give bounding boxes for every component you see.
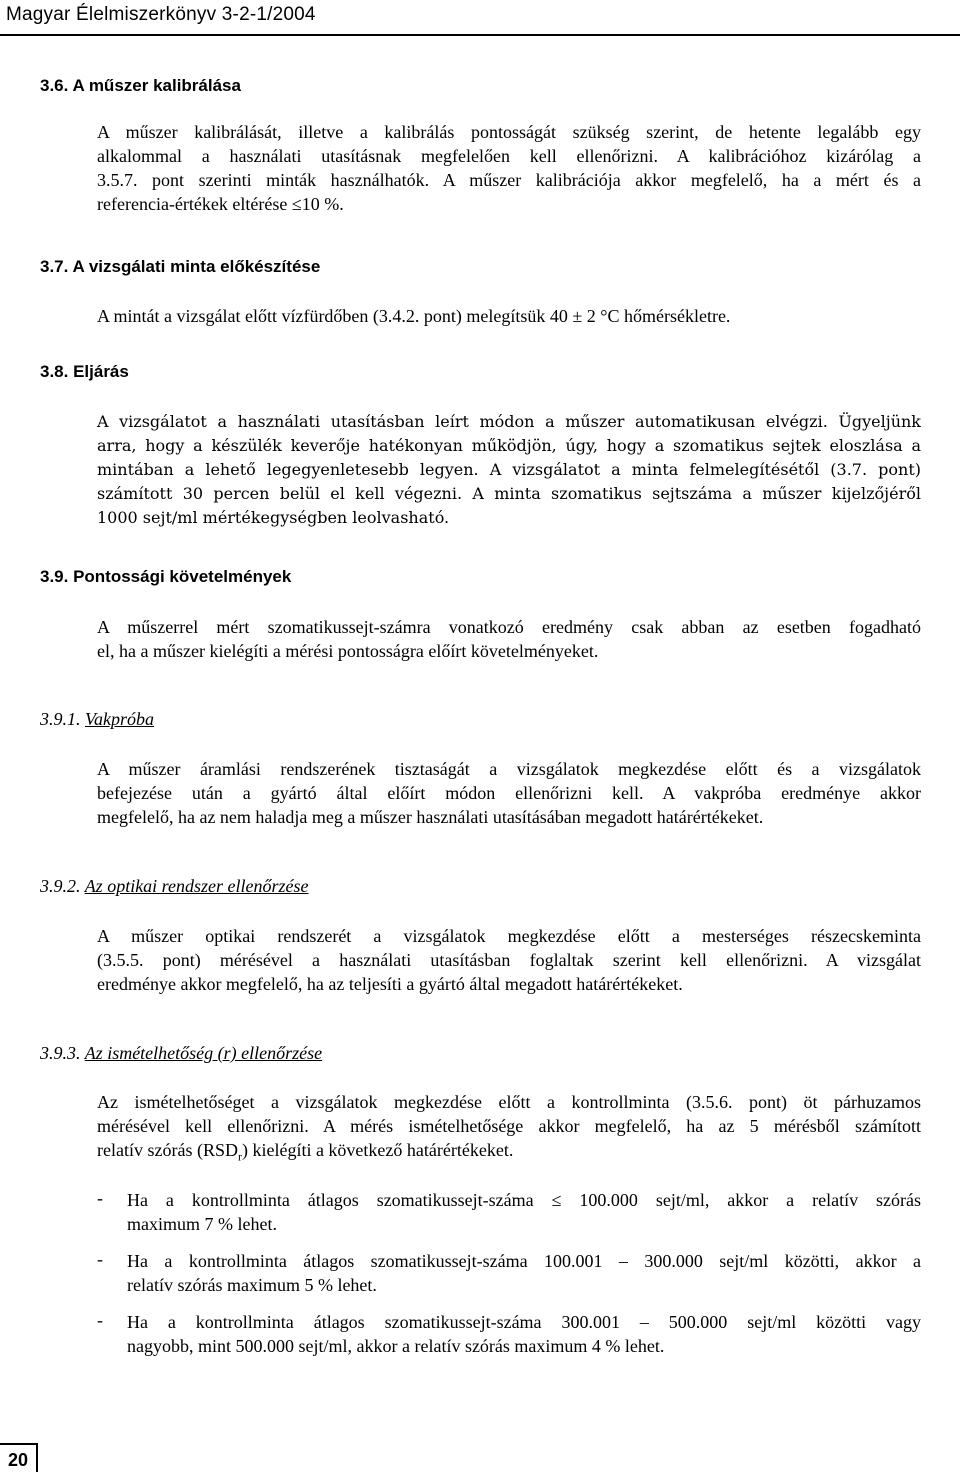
- section-3-9-paragraph: [97, 615, 921, 663]
- section-3-7-heading: 3.7. A vizsgálati minta előkészítése: [40, 257, 321, 276]
- subsection-title: Az ismételhetőség (r) ellenőrzése: [84, 1043, 323, 1063]
- text-line: arra, hogy a készülék keverője hatékonyan működjön, úgy, hogy a szomatikus sejtek eloszlása a: [97, 436, 921, 455]
- section-3-9-heading: 3.9. Pontossági követelmények: [40, 567, 292, 586]
- header-rule: [0, 34, 960, 36]
- subsection-number: 3.9.1.: [40, 709, 81, 729]
- text-fragment: ) kielégíti a következő határértékeket.: [241, 1140, 514, 1160]
- subsection-title: Vakpróba: [85, 709, 154, 729]
- footer-rule-vertical: [36, 1443, 38, 1472]
- text-line: Ha a kontrollminta átlagos szomatikussejt-száma ≤ 100.000 sejt/ml, akkor a relatív szórás: [127, 1190, 921, 1210]
- text-line: Ha a kontrollminta átlagos szomatikussejt-száma 100.001 – 300.000 sejt/ml közötti, akkor a: [127, 1251, 921, 1271]
- text-line: számított 30 percen belül el kell végezni. A minta szomatikus sejtszáma a műszer kijelzőjéről: [97, 484, 921, 503]
- text-line: mérésével kell ellenőrizni. A mérés ismételhetősége akkor megfelelő, ha az 5 mérésből számított: [97, 1116, 921, 1136]
- text-line: A műszer kalibrálását, illetve a kalibrálás pontosságát szükség szerint, de hetente legalább egy: [97, 122, 921, 142]
- bullet-dash: -: [97, 1249, 103, 1269]
- text-line: maximum 7 % lehet.: [127, 1214, 277, 1234]
- text-line: 1000 sejt/ml mértékegységben leolvasható.: [97, 508, 450, 527]
- subsection-3-9-1-paragraph: [97, 757, 921, 829]
- subsection-3-9-2-heading: [40, 876, 308, 897]
- footer-rule: [0, 1443, 36, 1445]
- section-3-8-paragraph: [97, 410, 921, 530]
- page-number: 20: [8, 1450, 29, 1470]
- text-line: [97, 1138, 921, 1169]
- text-line: Az ismételhetőséget a vizsgálatok megkezdése előtt a kontrollminta (3.5.6. pont) öt párhuzamos: [97, 1092, 921, 1112]
- text-line: megfelelő, ha az nem haladja meg a műszer használati utasításában megadott határértékeket.: [97, 807, 764, 827]
- section-3-6-heading: 3.6. A műszer kalibrálása: [40, 76, 241, 95]
- text-line: A műszer optikai rendszerét a vizsgálatok megkezdése előtt a mesterséges részecskeminta: [97, 926, 921, 946]
- running-header: Magyar Élelmiszerkönyv 3-2-1/2004: [6, 4, 316, 25]
- bullet-item: [127, 1249, 921, 1297]
- bullet-item: [127, 1188, 921, 1236]
- subscript: r: [237, 1149, 242, 1164]
- text-line: (3.5.5. pont) mérésével a használati utasításban foglaltak szerint kell ellenőrizni. A vizsgálat: [97, 950, 921, 970]
- text-fragment: relatív szórás (RSD: [97, 1140, 238, 1160]
- text-line: A műszer áramlási rendszerének tisztaságát a vizsgálatok megkezdése előtt és a vizsgálatok: [97, 759, 921, 779]
- subsection-3-9-2-paragraph: [97, 924, 921, 996]
- text-line: referencia-értékek eltérése ≤10 %.: [97, 194, 344, 214]
- subsection-title: Az optikai rendszer ellenőrzése: [84, 876, 309, 896]
- text-line: Ha a kontrollminta átlagos szomatikussejt-száma 300.001 – 500.000 sejt/ml közötti vagy: [127, 1312, 921, 1332]
- text-line: alkalommal a használati utasításnak megfelelően kell ellenőrizni. A kalibrációhoz kizárólag a: [97, 146, 921, 166]
- subsection-3-9-3-paragraph: [97, 1090, 921, 1169]
- section-3-8-heading: 3.8. Eljárás: [40, 362, 129, 381]
- text-line: mintában a lehető legegyenletesebb legyen. A vizsgálatot a minta felmelegítésétől (3.7. pont): [97, 460, 921, 479]
- text-line: 3.5.7. pont szerinti minták használhatók. A műszer kalibrációja akkor megfelelő, ha a mért és a: [97, 170, 921, 190]
- section-3-6-paragraph: [97, 120, 921, 216]
- text-line: eredménye akkor megfelelő, ha az teljesíti a gyártó által megadott határértékeket.: [97, 974, 683, 994]
- text-line: el, ha a műszer kielégíti a mérési pontosságra előírt követelményeket.: [97, 641, 599, 661]
- subsection-3-9-3-heading: [40, 1043, 322, 1064]
- text-line: A műszerrel mért szomatikussejt-számra vonatkozó eredmény csak abban az esetben fogadható: [97, 617, 921, 637]
- bullet-dash: -: [97, 1310, 103, 1330]
- text-line: A mintát a vizsgálat előtt vízfürdőben (3.4.2. pont) melegítsük 40 ± 2 °C hőmérsékletre.: [97, 306, 731, 326]
- text-line: A vizsgálatot a használati utasításban leírt módon a műszer automatikusan elvégzi. Ügyeljünk: [97, 412, 921, 431]
- subsection-number: 3.9.3.: [40, 1043, 81, 1063]
- text-line: befejezése után a gyártó által előírt módon ellenőrizni kell. A vakpróba eredménye akkor: [97, 783, 921, 803]
- bullet-dash: -: [97, 1188, 103, 1208]
- bullet-item: [127, 1310, 921, 1358]
- section-3-7-paragraph: [97, 304, 921, 328]
- text-line: nagyobb, mint 500.000 sejt/ml, akkor a relatív szórás maximum 4 % lehet.: [127, 1336, 665, 1356]
- text-line: relatív szórás maximum 5 % lehet.: [127, 1275, 377, 1295]
- subsection-3-9-1-heading: [40, 709, 154, 730]
- subsection-number: 3.9.2.: [40, 876, 81, 896]
